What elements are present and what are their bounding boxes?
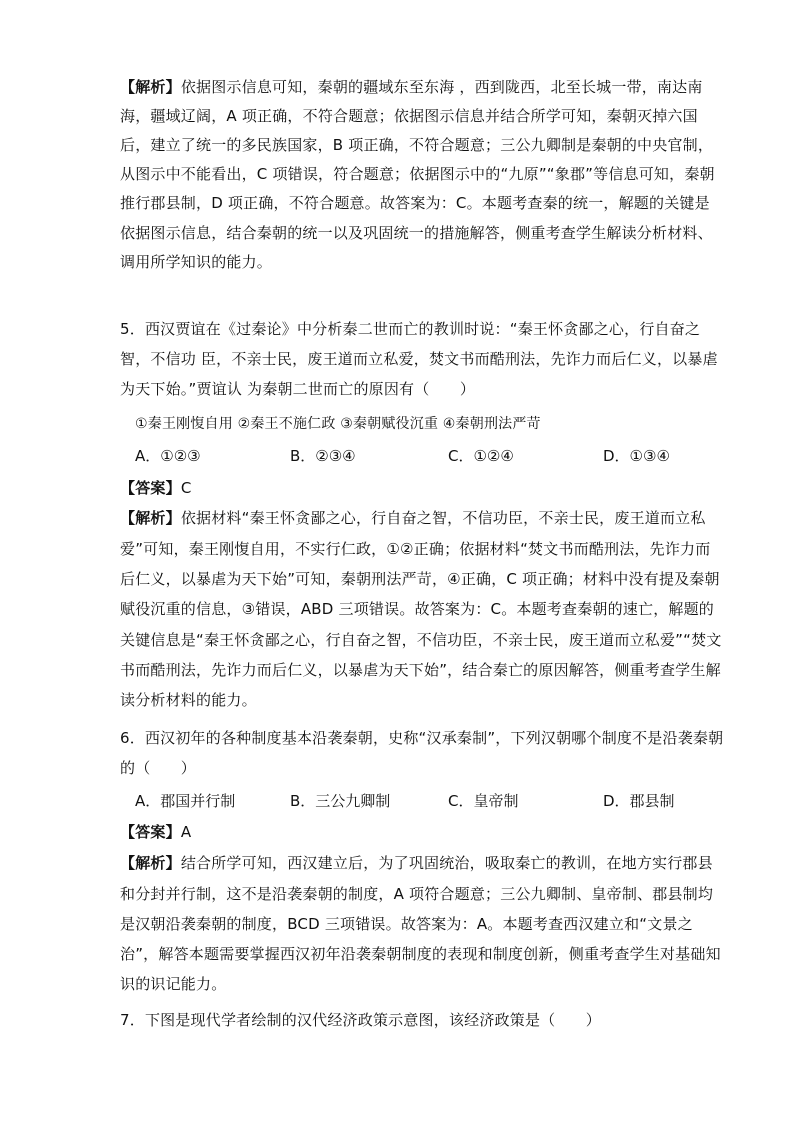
answer-value: C <box>180 479 192 497</box>
question-5-line: 5．西汉贾谊在《过秦论》中分析秦二世而亡的教训时说：“秦王怀贪鄙之心，行自奋之 <box>120 320 701 338</box>
analysis-line: 【解析】结合所学可知，西汉建立后，为了巩固统治，吸取秦亡的教训，在地方实行郡县 <box>120 854 713 872</box>
answer-tag: 【答案】 <box>120 823 181 841</box>
analysis-tag: 【解析】 <box>120 854 181 872</box>
question-6-line: 6．西汉初年的各种制度基本沿袭秦朝，史称“汉承秦制”，下列汉朝哪个制度不是沿袭秦朝 <box>120 729 724 747</box>
option-d: D．郡县制 <box>603 792 675 810</box>
question-5-line: 智，不信功 臣，不亲士民，废王道而立私爱，焚文书而酷刑法，先诈力而后仁义，以暴虐 <box>120 350 718 368</box>
analysis-line: 海，疆域辽阔，A 项正确，不符合题意；依据图示信息并结合所学可知，秦朝灭掉六国 <box>120 107 698 125</box>
analysis-line: 调用所学知识的能力。 <box>120 253 273 271</box>
option-c: C．皇帝制 <box>448 792 519 810</box>
option-c: C．①②④ <box>448 447 514 465</box>
analysis-tag: 【解析】 <box>120 509 181 527</box>
answer-tag: 【答案】 <box>120 479 181 497</box>
option-b: B．②③④ <box>290 447 356 465</box>
analysis-line: 依据图示信息，结合秦朝的统一以及巩固统一的措施解答，侧重考查学生解读分析材料、 <box>120 224 713 242</box>
analysis-line: 赋役沉重的信息，③错误，ABD 三项错误。故答案为：C。本题考查秦朝的速亡，解题的 <box>120 600 714 618</box>
analysis-line: 【解析】依据图示信息可知，秦朝的疆域东至东海 ，西到陇西，北至长城一带，南达南 <box>120 78 703 96</box>
analysis-line: 读分析材料的能力。 <box>120 691 257 709</box>
option-b: B．三公九卿制 <box>290 792 391 810</box>
question-6-line: 的（ ） <box>120 759 197 777</box>
analysis-line: 和分封并行制，这不是沿袭秦朝的制度，A 项符合题意；三公九卿制、皇帝制、郡县制均 <box>120 885 714 903</box>
answer-value: A <box>180 823 192 841</box>
analysis-line: 爱”可知，秦王刚愎自用，不实行仁政，①②正确；依据材料“焚文书而酷刑法，先诈力而 <box>120 540 711 558</box>
question-5-line: 为天下始。”贾谊认 为秦朝二世而亡的原因有（ ） <box>120 380 476 398</box>
analysis-line: 从图示中不能看出，C 项错误，符合题意；依据图示中的“九原”“象郡”等信息可知，秦朝 <box>120 165 715 183</box>
analysis-tag: 【解析】 <box>120 78 181 96</box>
analysis-line: 是汉朝沿袭秦朝的制度，BCD 三项错误。故答案为：A。本题考查西汉建立和“文景之 <box>120 915 693 933</box>
question-5-items: ①秦王刚愎自用 ②秦王不施仁政 ③秦朝赋役沉重 ④秦朝刑法严苛 <box>135 416 541 432</box>
analysis-line: 识的识记能力。 <box>120 975 227 993</box>
question-7-line: 7．下图是现代学者绘制的汉代经济政策示意图，该经济政策是（ ） <box>120 1011 601 1029</box>
answer-line <box>120 478 192 498</box>
option-a: A．①②③ <box>135 447 201 465</box>
analysis-line: 关键信息是“秦王怀贪鄙之心，行自奋之智，不信功臣，不亲士民，废王道而立私爱”“焚文 <box>120 631 722 649</box>
option-a: A．郡国并行制 <box>135 792 236 810</box>
analysis-line: 书而酷刑法，先诈力而后仁义，以暴虐为天下始”，结合秦亡的原因解答，侧重考查学生解 <box>120 661 721 679</box>
analysis-line: 后，建立了统一的多民族国家，B 项正确，不符合题意；三公九卿制是秦朝的中央官制， <box>120 136 714 154</box>
analysis-line: 【解析】依据材料“秦王怀贪鄙之心，行自奋之智，不信功臣，不亲士民，废王道而立私 <box>120 509 706 527</box>
analysis-line: 治”，解答本题需要掌握西汉初年沿袭秦朝制度的表现和制度创新，侧重考查学生对基础知 <box>120 945 721 963</box>
analysis-line: 后仁义，以暴虐为天下始”可知，秦朝刑法严苛，④正确，C 项正确；材料中没有提及秦朝 <box>120 570 720 588</box>
option-d: D．①③④ <box>603 447 670 465</box>
analysis-line: 推行郡县制，D 项正确，不符合题意。故答案为：C。本题考查秦的统一，解题的关键是 <box>120 194 710 212</box>
answer-line <box>120 822 191 842</box>
